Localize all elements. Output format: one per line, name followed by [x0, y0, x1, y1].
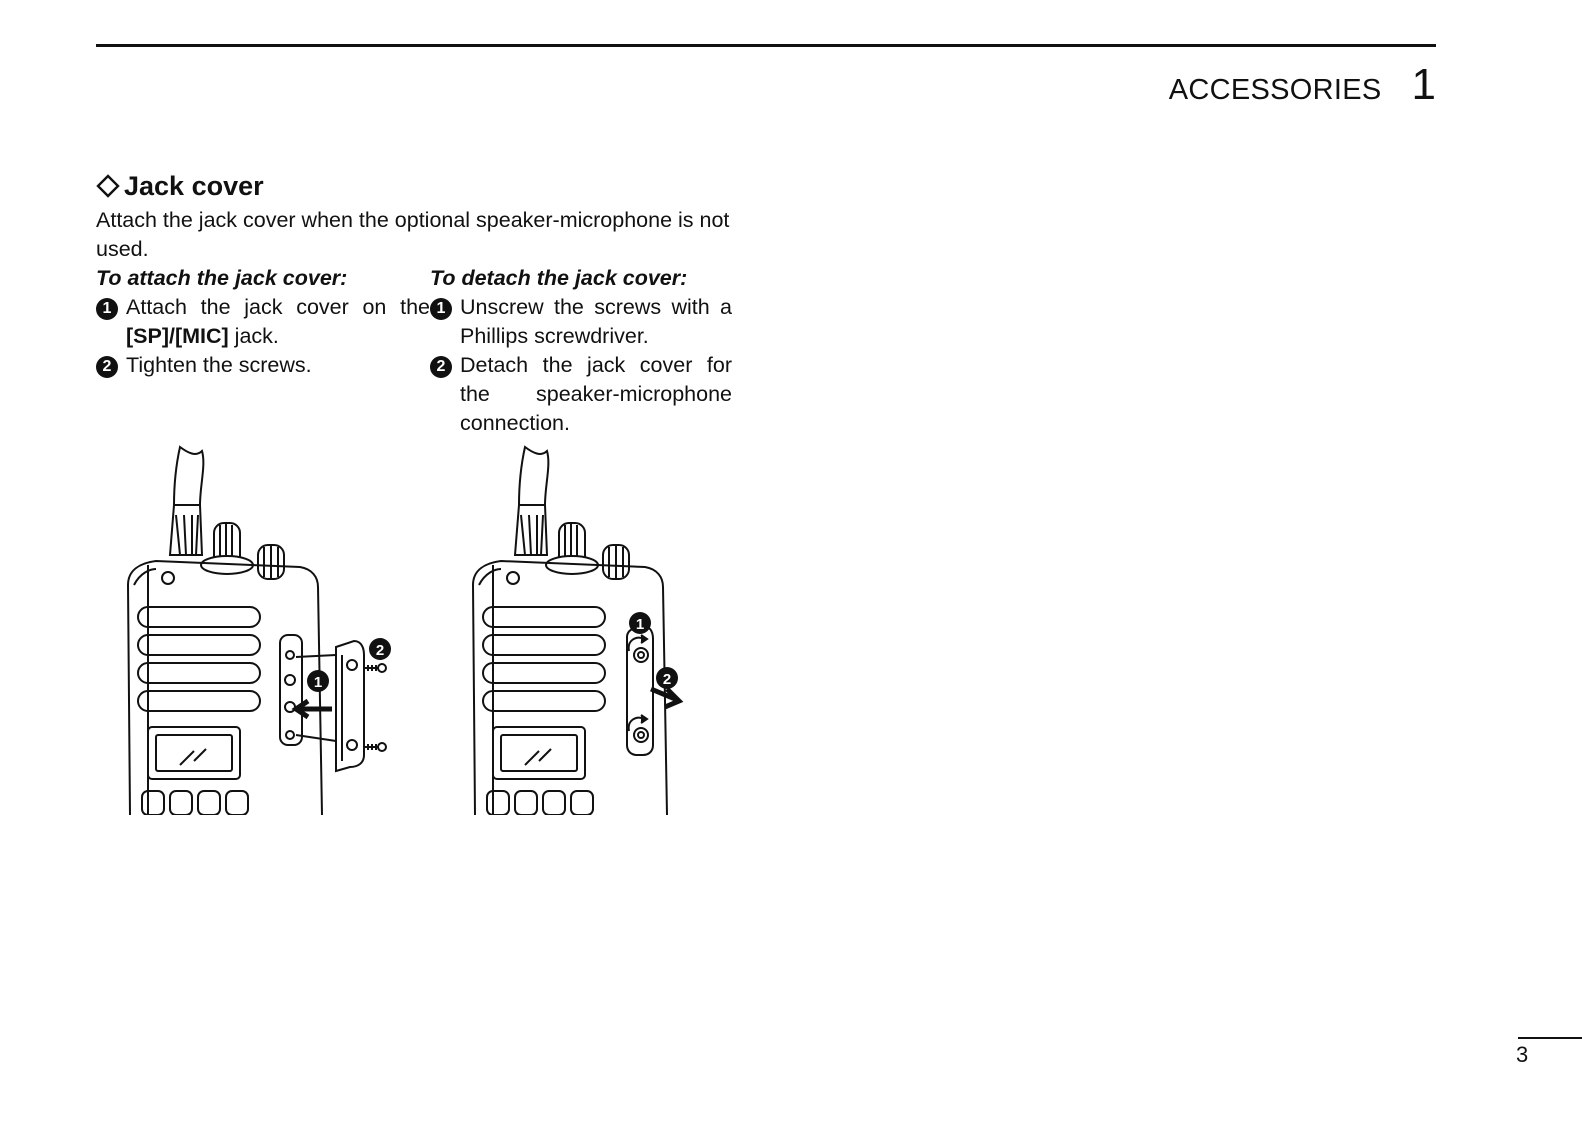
step-number-badge: 1 [96, 293, 126, 351]
attach-step-2-text: Tighten the screws. [126, 353, 312, 377]
screw-top [364, 665, 378, 671]
section-name: ACCESSORIES [1168, 74, 1382, 106]
screw-bottom [364, 744, 378, 750]
svg-text:2: 2 [662, 671, 672, 688]
page-header [1169, 60, 1436, 110]
page-number: 3 [1516, 1042, 1529, 1067]
step-number-badge: 2 [430, 351, 460, 438]
diamond-icon [96, 174, 120, 198]
callout-badge [307, 670, 329, 692]
detach-step-2-text: Detach the jack cover for the speaker-microphone connection. [460, 353, 732, 435]
attach-step-1 [96, 293, 430, 351]
detach-column [430, 264, 732, 438]
speaker-grille [483, 607, 605, 711]
detach-step-1 [430, 293, 732, 351]
section-title-text: Jack cover [124, 170, 264, 201]
top-rule [96, 44, 1436, 47]
step-number-badge: 2 [96, 351, 126, 380]
attach-arrow [296, 701, 332, 717]
detach-jack-cover-illustration [455, 445, 755, 815]
svg-text:2: 2 [375, 642, 385, 659]
jack-label: [SP]/[MIC] [126, 324, 229, 348]
callout-badge [656, 667, 678, 689]
attach-jack-cover-illustration [110, 445, 410, 815]
instruction-columns [96, 264, 736, 438]
chapter-number: 1 [1411, 60, 1436, 109]
jack-cover-section [96, 166, 736, 438]
step-number-badge: 1 [430, 293, 460, 351]
svg-text:1: 1 [313, 674, 323, 691]
attach-column [96, 264, 430, 438]
attach-step-2 [96, 351, 430, 380]
footer-rule [1518, 1037, 1582, 1039]
callout-badge [629, 612, 651, 634]
antenna [170, 447, 203, 555]
section-title [96, 166, 736, 206]
speaker-grille [138, 607, 260, 711]
intro-paragraph: Attach the jack cover when the optional speaker-microphone is not used. [96, 208, 730, 261]
attach-step-1-text: Attach the jack cover on the [SP]/[MIC] jack. [126, 295, 430, 348]
detach-heading: To detach the jack cover: [430, 266, 688, 290]
attach-heading: To attach the jack cover: [96, 266, 348, 290]
detach-step-2 [430, 351, 732, 438]
callout-badge [369, 638, 391, 660]
detach-step-1-text: Unscrew the screws with a Phillips screwdriver. [460, 295, 732, 348]
svg-text:1: 1 [635, 616, 645, 633]
radio-body [128, 561, 322, 815]
keypad [487, 791, 593, 815]
antenna [515, 447, 548, 555]
keypad [142, 791, 248, 815]
jack-cover [627, 627, 653, 755]
